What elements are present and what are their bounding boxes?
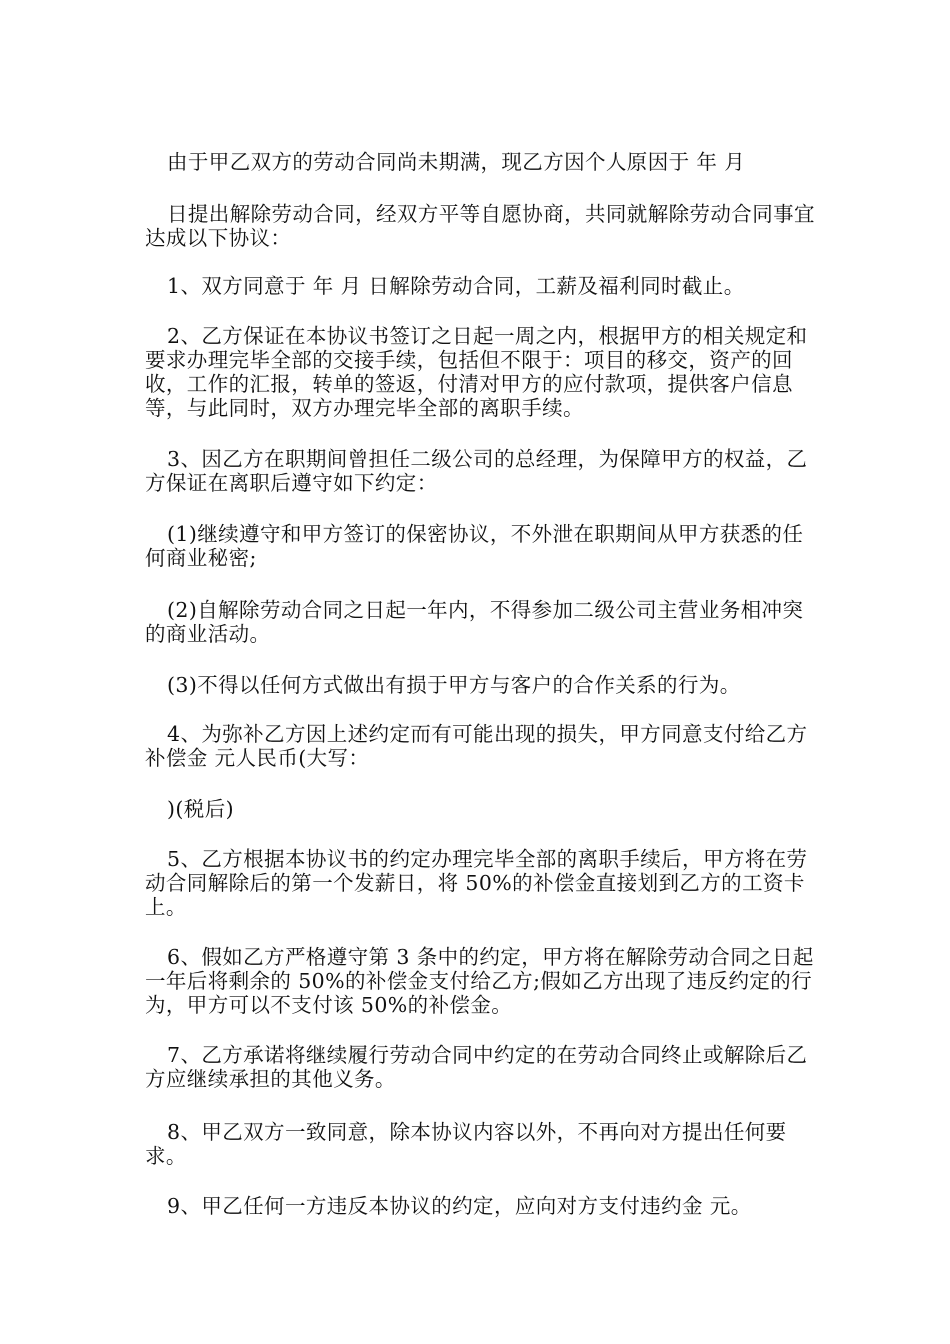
- clause-3-item-3: (3)不得以任何方式做出有损于甲方与客户的合作关系的行为。: [167, 673, 741, 697]
- clause-7: 7、乙方承诺将继续履行劳动合同中约定的在劳动合同终止或解除后乙方应继续承担的其他义务。: [145, 1043, 808, 1091]
- clause-5: 5、乙方根据本协议书的约定办理完毕全部的离职手续后，甲方将在劳动合同解除后的第一个发薪日，将 50%的补偿金直接划到乙方的工资卡上。: [145, 847, 808, 919]
- clause-4-continued: )(税后): [167, 797, 234, 821]
- clause-8: 8、甲乙双方一致同意，除本协议内容以外，不再向对方提出任何要求。: [145, 1120, 787, 1168]
- clause-3-item-1: (1)继续遵守和甲方签订的保密协议，不外泄在职期间从甲方获悉的任何商业秘密;: [145, 522, 804, 570]
- intro-paragraph-line2: 日提出解除劳动合同，经双方平等自愿协商，共同就解除劳动合同事宜达成以下协议：: [145, 202, 815, 250]
- clause-3-item-2: (2)自解除劳动合同之日起一年内，不得参加二级公司主营业务相冲突的商业活动。: [145, 598, 804, 646]
- clause-1: 1、双方同意于 年 月 日解除劳动合同，工薪及福利同时截止。: [167, 274, 745, 298]
- clause-3: 3、因乙方在职期间曾担任二级公司的总经理，为保障甲方的权益，乙方保证在离职后遵守如下约定：: [145, 447, 808, 495]
- clause-4: 4、为弥补乙方因上述约定而有可能出现的损失，甲方同意支付给乙方补偿金 元人民币(大写：: [145, 722, 808, 770]
- clause-9: 9、甲乙任何一方违反本协议的约定，应向对方支付违约金 元。: [167, 1194, 752, 1218]
- clause-2: 2、乙方保证在本协议书签订之日起一周之内，根据甲方的相关规定和要求办理完毕全部的交接手续，包括但不限于：项目的移交，资产的回收，工作的汇报，转单的签返，付清对甲方的应付款项，提供客户信息等，与此同时，双方办理完毕全部的离职手续。: [145, 324, 808, 420]
- intro-paragraph-line1: 由于甲乙双方的劳动合同尚未期满，现乙方因个人原因于 年 月: [167, 150, 746, 174]
- clause-6: 6、假如乙方严格遵守第 3 条中的约定，甲方将在解除劳动合同之日起一年后将剩余的 50%的补偿金支付给乙方;假如乙方出现了违反约定的行为，甲方可以不支付该 50%的补偿金。: [145, 945, 814, 1017]
